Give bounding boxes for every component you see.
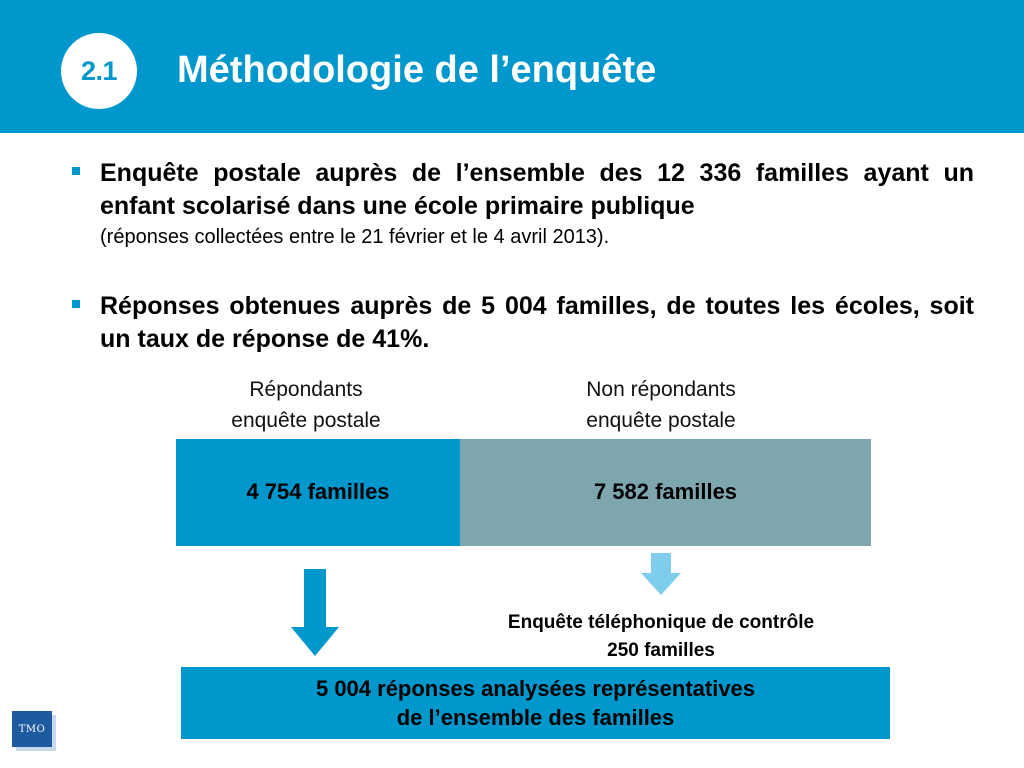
non-respondents-bar — [460, 439, 871, 546]
logo-text: TMO — [18, 723, 46, 735]
non-respondents-value: 7 582 familles — [593, 478, 738, 504]
respondents-bar — [176, 439, 460, 546]
square-bullet-icon — [72, 300, 80, 308]
bullet-item-responses — [72, 290, 974, 356]
respondents-label-line1: Répondants — [249, 378, 363, 401]
phone-survey-line1: Enquête téléphonique de contrôle — [507, 612, 815, 633]
phone-survey-line2: 250 familles — [607, 640, 715, 661]
non-respondents-label-line2: enquête postale — [586, 409, 736, 432]
square-bullet-icon — [72, 167, 80, 175]
respondents-label-line2: enquête postale — [231, 409, 381, 432]
result-line1: 5 004 réponses analysées représentatives — [315, 676, 756, 701]
result-box — [181, 667, 890, 739]
phone-survey-note — [440, 609, 882, 665]
bullet-text: Enquête postale auprès de l’ensemble des 12 336 familles ayant un enfant scolarisé dans une école primaire publique — [100, 159, 974, 220]
bullet-text: Réponses obtenues auprès de 5 004 familles, de toutes les écoles, soit un taux de réponse de 41%. — [100, 292, 974, 353]
bullet-item-postal-survey — [72, 157, 974, 251]
section-badge — [61, 33, 137, 109]
respondents-label — [196, 374, 416, 436]
non-respondents-label-line1: Non répondants — [586, 378, 736, 401]
down-arrow-icon — [291, 569, 339, 656]
tmo-logo — [12, 711, 52, 747]
section-number: 2.1 — [80, 55, 118, 86]
respondents-value: 4 754 familles — [246, 478, 390, 504]
header-band — [0, 0, 1024, 133]
non-respondents-label — [536, 374, 786, 436]
down-arrow-small-icon — [641, 553, 681, 595]
bullet-note: (réponses collectées entre le 21 février et le 4 avril 2013). — [100, 226, 610, 248]
result-line2: de l’ensemble des familles — [396, 705, 675, 730]
page-title: Méthodologie de l’enquête — [177, 49, 657, 91]
